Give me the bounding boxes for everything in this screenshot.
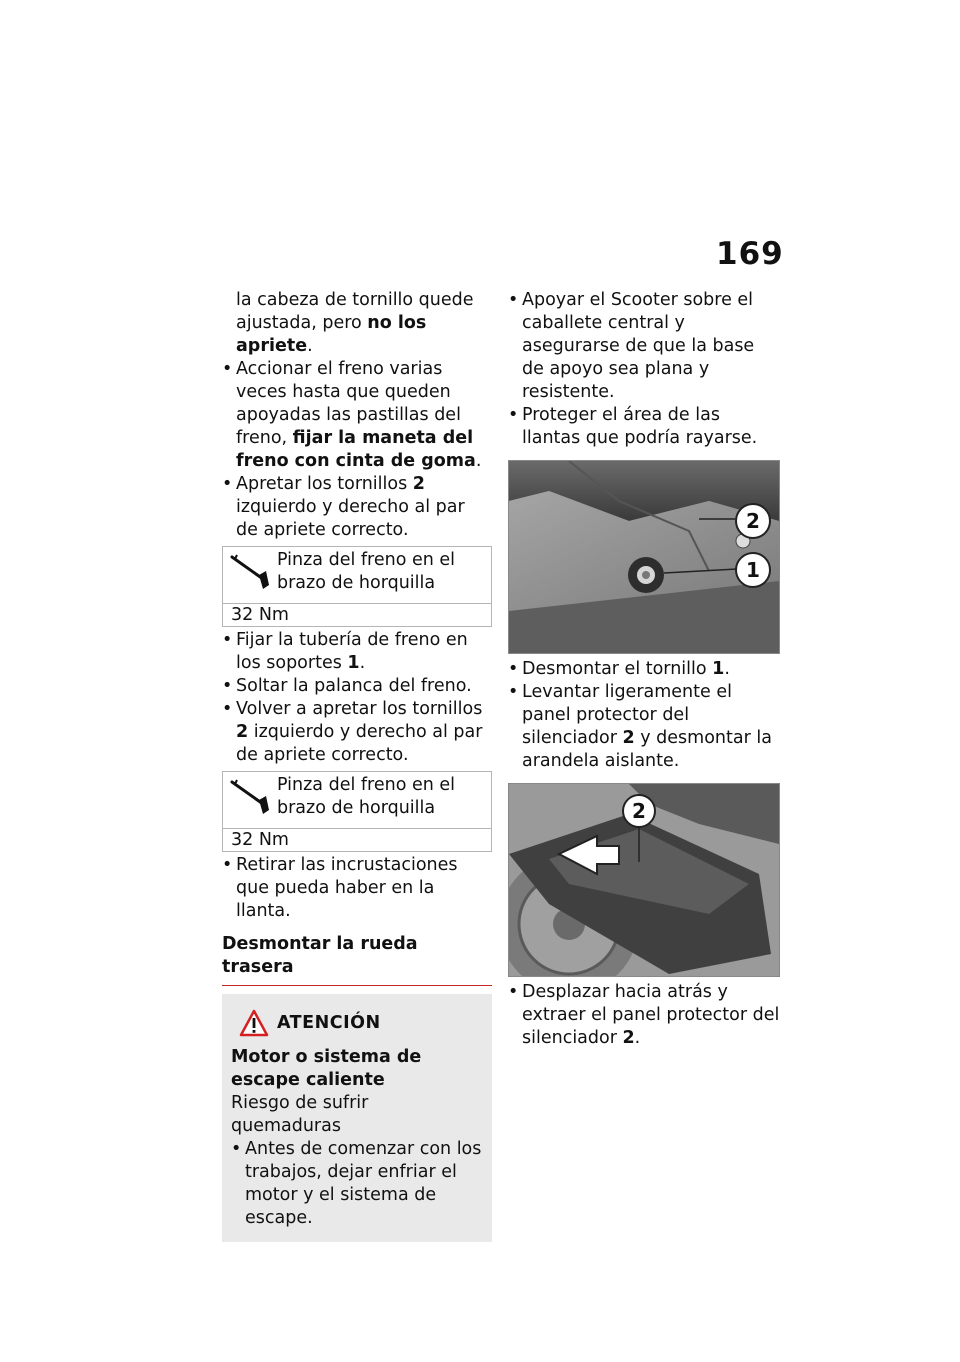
list-item-center-stand: • Apoyar el Scooter sobre el caballete central y asegurarse de que la base de apoyo sea plana y resistente. — [508, 289, 780, 404]
list-item-fix-brake-line: • Fijar la tubería de freno en los soportes 1. — [222, 629, 492, 675]
left-column — [222, 289, 492, 1242]
torque-wrench-icon — [229, 774, 273, 820]
warning-title: ATENCIÓN — [277, 1012, 381, 1033]
torque-label-1: Pinza del freno en el brazo de horquilla — [277, 550, 456, 593]
callout-2: 2 — [746, 509, 760, 533]
warning-item: • Antes de comenzar con los trabajos, dejar enfriar el motor y el sistema de escape. — [231, 1138, 482, 1230]
list-item-extract-panel: • Desplazar hacia atrás y extraer el panel protector del silenciador 2. — [508, 981, 780, 1050]
right-column — [508, 289, 780, 1050]
figure-exhaust-screw-drawing — [509, 461, 779, 653]
list-item-release-lever: • Soltar la palanca del freno. — [222, 675, 492, 698]
figure-silencer-panel-drawing — [509, 784, 779, 976]
torque-wrench-icon — [229, 549, 273, 595]
torque-spec-1 — [222, 546, 492, 627]
intro-line-1: la cabeza de tornillo quede — [236, 290, 474, 310]
torque-label-2: Pinza del freno en el brazo de horquilla — [277, 775, 456, 818]
callout-2: 2 — [632, 799, 646, 823]
section-heading: Desmontar la rueda trasera — [222, 933, 492, 986]
intro-line-2: ajustada, pero no los apriete. — [236, 313, 427, 356]
list-item-tighten-bolts: • Apretar los tornillos 2 izquierdo y derecho al par de apriete correcto. — [222, 473, 492, 542]
figure-silencer-panel — [508, 783, 780, 977]
warning-triangle-icon — [239, 1009, 269, 1037]
torque-spec-2 — [222, 771, 492, 852]
list-item-remove-deposits: • Retirar las incrustaciones que pueda haber en la llanta. — [222, 854, 492, 923]
warning-subtitle: Motor o sistema de escape caliente — [231, 1047, 422, 1090]
warning-box — [222, 994, 492, 1242]
list-item-retighten-bolts: • Volver a apretar los tornillos 2 izquierdo y derecho al par de apriete correcto. — [222, 698, 492, 767]
list-item-protect-rims: • Proteger el área de las llantas que podría rayarse. — [508, 404, 780, 450]
list-item-lift-panel: • Levantar ligeramente el panel protector del silenciador 2 y desmontar la arandela aislante. — [508, 681, 780, 773]
list-item-remove-screw: • Desmontar el tornillo 1. — [508, 658, 780, 681]
callout-1: 1 — [746, 558, 760, 582]
page-number: 169 — [716, 236, 784, 272]
torque-value-2: 32 Nm — [223, 828, 491, 851]
torque-value-1: 32 Nm — [223, 603, 491, 626]
list-item-brake-press: • Accionar el freno varias veces hasta que queden apoyadas las pastillas del freno, fijar la maneta del freno con cinta de goma. — [222, 358, 492, 473]
figure-exhaust-screw — [508, 460, 780, 654]
warning-risk: Riesgo de sufrir quemaduras — [231, 1093, 369, 1136]
